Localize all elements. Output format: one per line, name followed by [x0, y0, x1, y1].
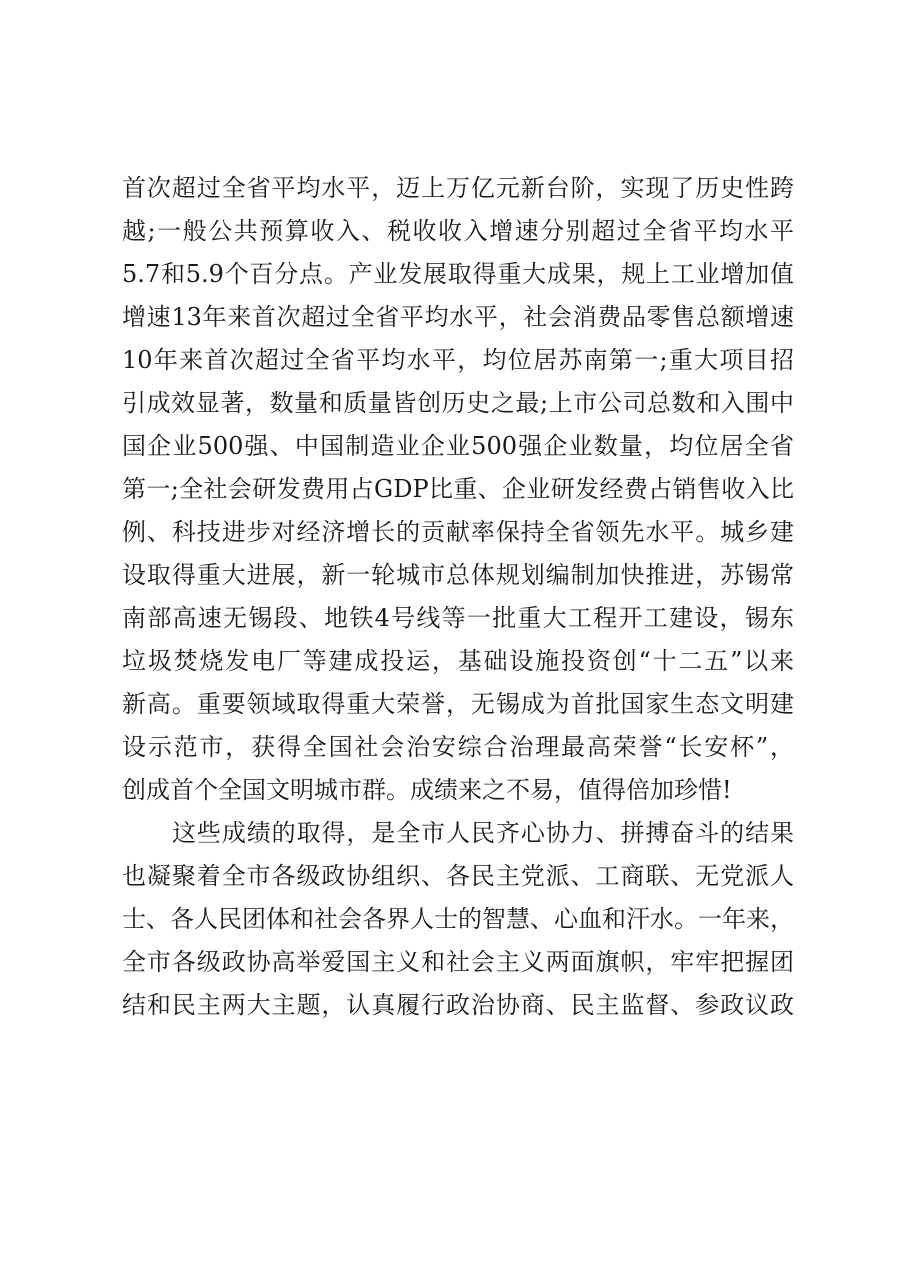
- text-line: 结和民主两大主题，认真履行政治协商、民主监督、参政议政: [122, 991, 794, 1019]
- text-line: 新高。重要领域取得重大荣誉，无锡成为首批国家生态文明建: [122, 690, 794, 718]
- text-line: 创成首个全国文明城市群。成绩来之不易，值得倍加珍惜!: [122, 776, 732, 804]
- text-line: 国企业500强、中国制造业企业500强企业数量，均位居全省: [122, 432, 794, 460]
- text-line: 10年来首次超过全省平均水平，均位居苏南第一;重大项目招: [122, 346, 794, 374]
- text-line: 这些成绩的取得，是全市人民齐心协力、拼搏奋斗的结果: [172, 819, 794, 847]
- text-line: 第一;全社会研发费用占GDP比重、企业研发经费占销售收入比: [122, 475, 794, 503]
- text-line: 越;一般公共预算收入、税收收入增速分别超过全省平均水平: [122, 217, 794, 245]
- text-line: 士、各人民团体和社会各界人士的智慧、心血和汗水。一年来，: [122, 905, 794, 933]
- text-line: 南部高速无锡段、地铁4号线等一批重大工程开工建设，锡东: [122, 604, 794, 632]
- text-line: 5.7和5.9个百分点。产业发展取得重大成果，规上工业增加值: [122, 260, 794, 288]
- text-line: 增速13年来首次超过全省平均水平，社会消费品零售总额增速: [122, 303, 794, 331]
- text-line: 引成效显著，数量和质量皆创历史之最;上市公司总数和入围中: [122, 389, 794, 417]
- text-line: 全市各级政协高举爱国主义和社会主义两面旗帜，牢牢把握团: [122, 948, 794, 976]
- text-line: 垃圾焚烧发电厂等建成投运，基础设施投资创“十二五”以来: [122, 647, 794, 675]
- text-line: 设取得重大进展，新一轮城市总体规划编制加快推进，苏锡常: [122, 561, 794, 589]
- text-line: 首次超过全省平均水平，迈上万亿元新台阶，实现了历史性跨: [122, 174, 794, 202]
- text-line: 设示范市，获得全国社会治安综合治理最高荣誉“长安杯”，: [122, 733, 794, 761]
- text-line: 也凝聚着全市各级政协组织、各民主党派、工商联、无党派人: [122, 862, 794, 890]
- text-line: 例、科技进步对经济增长的贡献率保持全省领先水平。城乡建: [122, 518, 794, 546]
